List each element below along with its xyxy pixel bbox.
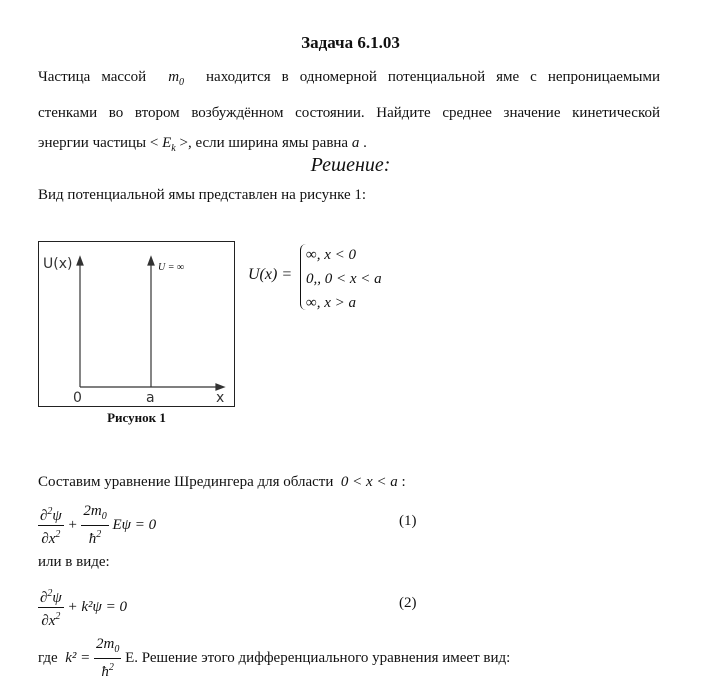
wall-arrow-icon bbox=[148, 257, 154, 265]
case-2: 0,, 0 < x < a bbox=[306, 271, 382, 287]
a-label: a bbox=[146, 390, 155, 406]
piecewise-lhs: U(x) = bbox=[248, 266, 293, 283]
statement-line-3: энергии частицы < $E_k$ >, если ширина ямы равна a . bbox=[38, 135, 367, 154]
statement-line-1: Частица массой $m_0$ находится в одномерной потенциальной яме с непроницаемыми bbox=[38, 69, 661, 88]
equation-1: $\frac{\partial^2\psi}{\partial x^2}$ + $\frac{2m_0}{ħ^2}$ Eψ = 0 bbox=[40, 503, 157, 547]
y-axis-arrow-icon bbox=[77, 257, 83, 265]
problem-title: Задача 6.1.03 bbox=[301, 33, 400, 52]
or-form-text: или в виде: bbox=[38, 554, 110, 570]
equation-1-number: (1) bbox=[399, 513, 417, 529]
wall-label: U = ∞ bbox=[158, 262, 185, 273]
equation-2: $\frac{\partial^2\psi}{\partial x^2}$ + k²ψ = 0 bbox=[38, 585, 127, 630]
case-3: ∞, x > a bbox=[306, 295, 356, 311]
figure-potential-well bbox=[38, 241, 235, 407]
x-axis-label: x bbox=[216, 390, 225, 406]
intro-text: Вид потенциальной ямы представлен на рисунке 1: bbox=[38, 187, 367, 203]
piecewise-cases bbox=[306, 243, 382, 315]
figure-caption: Рисунок 1 bbox=[107, 410, 166, 425]
mass-symbol: $m_0$ bbox=[168, 69, 185, 88]
solution-heading: Решение: bbox=[310, 154, 391, 176]
last-line: где k² = $\frac{2m_0}{ħ^2}$ E. Решение этого дифференциального уравнения имеет вид: bbox=[38, 636, 511, 680]
problem-statement bbox=[38, 62, 660, 164]
origin-label: 0 bbox=[73, 390, 82, 406]
case-1: ∞, x < 0 bbox=[306, 247, 356, 263]
y-axis-label: U(x) bbox=[43, 256, 73, 272]
schrodinger-intro: Составим уравнение Шредингера для области 0 < x < a : bbox=[38, 474, 406, 490]
equation-2-number: (2) bbox=[399, 595, 417, 611]
statement-line-2: стенками во втором возбуждённом состоянии. Найдите среднее значение кинетической bbox=[38, 105, 660, 121]
